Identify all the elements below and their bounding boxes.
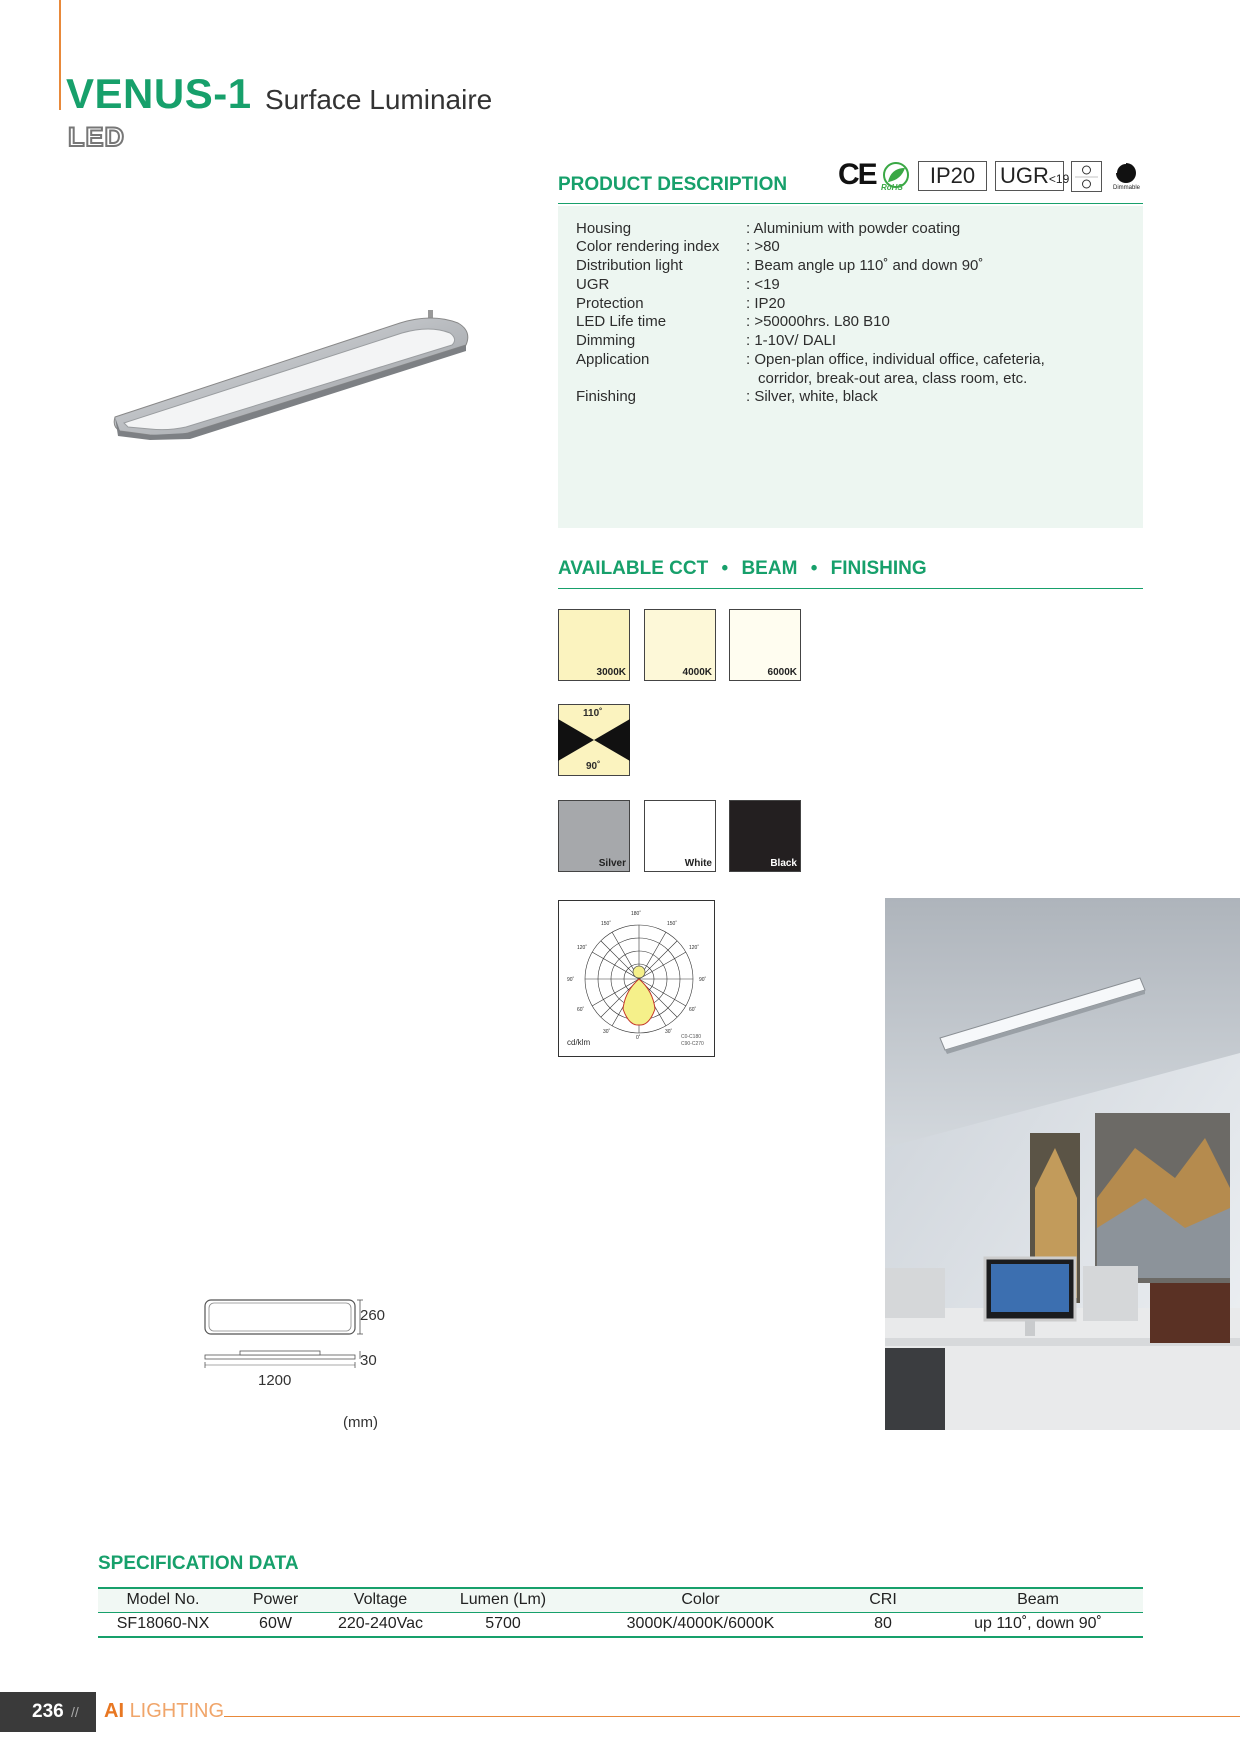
product-image — [110, 305, 475, 440]
brand-bold: AI — [104, 1700, 124, 1722]
available-finishing-label: FINISHING — [830, 558, 927, 579]
desc-label-finishing: Finishing — [576, 388, 637, 405]
desc-label-housing: Housing — [576, 220, 632, 237]
desc-value-protection: : IP20 — [746, 295, 786, 312]
desc-label-distribution: Distribution light — [576, 257, 683, 274]
brand-name — [104, 1700, 224, 1723]
cell-lumen: 5700 — [438, 1612, 568, 1637]
polar-angle: 60˚ — [689, 1007, 697, 1013]
col-beam: Beam — [933, 1588, 1143, 1612]
polar-angle: 30˚ — [665, 1029, 673, 1035]
desc-label-lifetime: LED Life time — [576, 313, 667, 330]
polar-angle: 60˚ — [577, 1007, 585, 1013]
available-beam-label: BEAM — [741, 558, 798, 579]
finish-swatch-silver — [558, 800, 630, 872]
desc-value-finishing: : Silver, white, black — [746, 388, 878, 405]
ugr-sub: <19 — [1048, 172, 1070, 186]
polar-legend: C90-C270 — [681, 1041, 704, 1047]
led-logo: LED — [68, 122, 125, 152]
cct-label: 6000K — [767, 667, 797, 678]
col-model: Model No. — [98, 1588, 228, 1612]
dimmable-icon — [1112, 160, 1140, 186]
product-subtitle: Surface Luminaire — [265, 84, 493, 115]
desc-value-dimming: : 1-10V/ DALI — [746, 332, 837, 349]
dimension-depth: 260 — [360, 1307, 386, 1324]
polar-legend: C0-C180 — [681, 1034, 702, 1040]
polar-diagram — [558, 900, 715, 1057]
dimension-unit: (mm) — [343, 1414, 378, 1431]
beam-down-label: 90˚ — [586, 761, 601, 772]
polar-angle-top: 180˚ — [631, 911, 642, 917]
polar-angle: 90˚ — [699, 977, 707, 983]
table-row — [98, 1612, 1143, 1637]
cct-swatch-3000k — [558, 609, 630, 681]
cct-swatch-6000k — [729, 609, 801, 681]
desc-value-housing: : Aluminium with powder coating — [746, 220, 961, 237]
polar-angle: 120˚ — [577, 945, 588, 951]
ip20-badge: IP20 — [918, 161, 987, 191]
mounting-icon — [1071, 161, 1102, 192]
bullet: • — [810, 558, 818, 579]
desc-label-ugr: UGR — [576, 276, 610, 293]
col-power: Power — [228, 1588, 323, 1612]
finish-swatch-white — [644, 800, 716, 872]
desc-value-application: : Open-plan office, individual office, cafeteria, — [746, 351, 1045, 368]
polar-angle: 30˚ — [603, 1029, 611, 1035]
header-accent-line — [59, 0, 61, 110]
footer-rule — [224, 1716, 1240, 1717]
spec-header-row — [98, 1588, 1143, 1612]
desc-value-cri: : >80 — [746, 238, 780, 255]
desc-label-application: Application — [576, 351, 650, 368]
cct-label: 4000K — [682, 667, 712, 678]
finish-label: Black — [770, 858, 797, 869]
desc-label-cri: Color rendering index — [576, 238, 720, 255]
desc-value-ugr: : <19 — [746, 276, 780, 293]
ugr-label: UGR — [1000, 163, 1049, 188]
ce-mark: CE — [838, 158, 876, 191]
page-number-value: 236 — [32, 1701, 64, 1722]
product-title: VENUS-1 — [66, 70, 252, 117]
rohs-label: RoHS — [881, 183, 903, 192]
cell-beam: up 110˚, down 90˚ — [933, 1612, 1143, 1637]
available-heading — [558, 558, 927, 580]
beam-up-label: 110˚ — [583, 708, 603, 719]
col-voltage: Voltage — [323, 1588, 438, 1612]
desc-label-protection: Protection — [576, 295, 644, 312]
spec-table — [98, 1587, 1143, 1638]
cell-model: SF18060-NX — [98, 1612, 228, 1637]
brand-rest: LIGHTING — [129, 1700, 225, 1722]
polar-angle: 0˚ — [636, 1035, 641, 1041]
desc-value-distribution: : Beam angle up 110˚ and down 90˚ — [746, 257, 984, 274]
bullet: • — [721, 558, 729, 579]
cell-cri: 80 — [833, 1612, 933, 1637]
page-number — [0, 1692, 96, 1732]
dimension-height: 30 — [360, 1352, 377, 1369]
col-lumen: Lumen (Lm) — [438, 1588, 568, 1612]
dimmable-label: Dimmable — [1113, 185, 1141, 191]
product-description-heading: PRODUCT DESCRIPTION — [558, 174, 788, 195]
spec-heading: SPECIFICATION DATA — [98, 1553, 299, 1574]
cell-power: 60W — [228, 1612, 323, 1637]
polar-plot — [559, 901, 714, 1056]
description-rule — [558, 203, 1143, 204]
polar-unit: cd/klm — [567, 1038, 591, 1047]
cell-color: 3000K/4000K/6000K — [568, 1612, 833, 1637]
polar-angle: 120˚ — [689, 945, 700, 951]
desc-value-application-cont: corridor, break-out area, class room, etc. — [758, 370, 1028, 387]
finish-label: White — [684, 858, 712, 869]
cell-voltage: 220-240Vac — [323, 1612, 438, 1637]
finish-label: Silver — [598, 858, 626, 869]
cct-label: 3000K — [596, 667, 626, 678]
polar-angle: 150˚ — [601, 921, 612, 927]
ugr-badge — [995, 161, 1070, 191]
desc-value-lifetime: : >50000hrs. L80 B10 — [746, 313, 890, 330]
polar-angle: 150˚ — [667, 921, 678, 927]
finish-swatch-black — [729, 800, 801, 872]
cct-swatch-4000k — [644, 609, 716, 681]
available-cct-label: AVAILABLE CCT — [558, 558, 709, 579]
desc-label-dimming: Dimming — [576, 332, 636, 349]
col-cri: CRI — [833, 1588, 933, 1612]
available-rule — [558, 588, 1143, 589]
office-photo — [885, 898, 1240, 1430]
dimension-width: 1200 — [258, 1372, 292, 1389]
col-color: Color — [568, 1588, 833, 1612]
polar-angle: 90˚ — [567, 977, 575, 983]
page-separator: // — [70, 1704, 79, 1720]
